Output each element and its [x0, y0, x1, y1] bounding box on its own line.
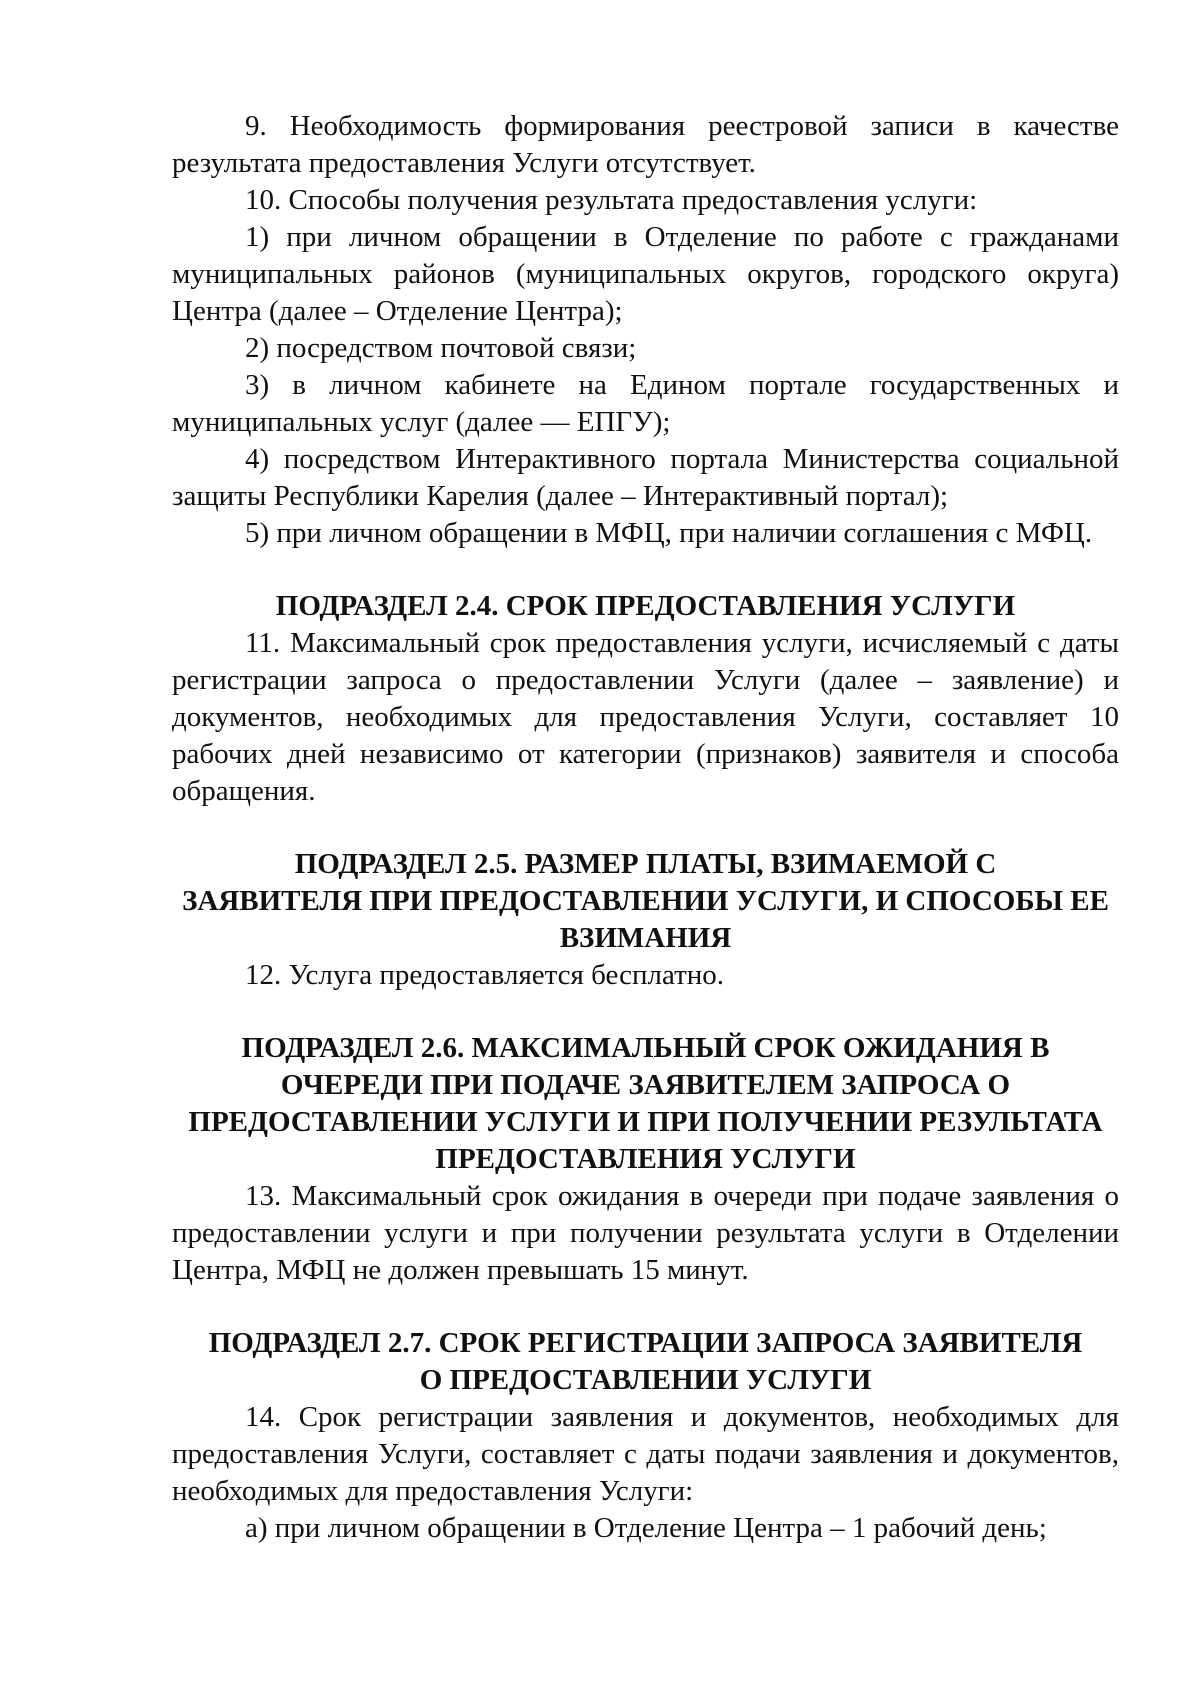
list-item-4: 4) посредством Интерактивного портала Министерства социальной защиты Республики Карелия (далее – Интерактивный портал); [172, 443, 1119, 512]
paragraph-9: 9. Необходимость формирования реестровой записи в качестве результата предоставления Услуги отсутствует. [172, 110, 1119, 179]
heading-line: ПРЕДОСТАВЛЕНИЯ УСЛУГИ [435, 1143, 856, 1175]
heading-line: О ПРЕДОСТАВЛЕНИИ УСЛУГИ [419, 1364, 872, 1396]
heading-line: ОЧЕРЕДИ ПРИ ПОДАЧЕ ЗАЯВИТЕЛЕМ ЗАПРОСА О [280, 1069, 1011, 1101]
section-heading-2-7 [172, 1325, 1119, 1399]
list-item-a: а) при личном обращении в Отделение Центра – 1 рабочий день; [245, 1512, 1047, 1544]
section-heading-2-5 [172, 846, 1119, 957]
paragraph-11: 11. Максимальный срок предоставления услуги, исчисляемый с даты регистрации запроса о предоставлении Услуги (далее – заявление) и документов, необходимых для предоставления Услуги, составляет 10 рабочих дней независимо от категории (признаков) заявителя и способа обращения. [172, 627, 1119, 807]
list-item-3: 3) в личном кабинете на Едином портале государственных и муниципальных услуг (далее — ЕПГУ); [172, 369, 1119, 438]
spacer [172, 552, 1119, 588]
list-item-1: 1) при личном обращении в Отделение по работе с гражданами муниципальных районов (муниципальных округов, городского округа) Центра (далее – Отделение Центра); [172, 221, 1119, 327]
spacer [172, 994, 1119, 1030]
paragraph-12: 12. Услуга предоставляется бесплатно. [245, 959, 725, 991]
paragraph-10: 10. Способы получения результата предоставления услуги: [245, 184, 978, 216]
heading-line: ВЗИМАНИЯ [559, 922, 732, 954]
list-item-5: 5) при личном обращении в МФЦ, при наличии соглашения с МФЦ. [245, 517, 1093, 549]
paragraph-14: 14. Срок регистрации заявления и документов, необходимых для предоставления Услуги, составляет с даты подачи заявления и документов, необходимых для предоставления Услуги: [172, 1401, 1119, 1507]
spacer [172, 1289, 1119, 1325]
heading-line: ПОДРАЗДЕЛ 2.6. МАКСИМАЛЬНЫЙ СРОК ОЖИДАНИЯ В [241, 1032, 1050, 1064]
list-item-2: 2) посредством почтовой связи; [245, 332, 637, 364]
section-heading-2-4 [172, 588, 1119, 625]
heading-line: ПОДРАЗДЕЛ 2.7. СРОК РЕГИСТРАЦИИ ЗАПРОСА ЗАЯВИТЕЛЯ [208, 1327, 1083, 1359]
paragraph-13: 13. Максимальный срок ожидания в очереди при подаче заявления о предоставлении услуги и при получении результата услуги в Отделении Центра, МФЦ не должен превышать 15 минут. [172, 1180, 1119, 1286]
heading-line: ПРЕДОСТАВЛЕНИИ УСЛУГИ И ПРИ ПОЛУЧЕНИИ РЕЗУЛЬТАТА [188, 1106, 1103, 1138]
heading-line: ЗАЯВИТЕЛЯ ПРИ ПРЕДОСТАВЛЕНИИ УСЛУГИ, И СПОСОБЫ ЕЕ [182, 885, 1109, 917]
section-heading-2-6 [172, 1030, 1119, 1178]
heading-line: ПОДРАЗДЕЛ 2.4. СРОК ПРЕДОСТАВЛЕНИЯ УСЛУГИ [275, 590, 1016, 622]
heading-line: ПОДРАЗДЕЛ 2.5. РАЗМЕР ПЛАТЫ, ВЗИМАЕМОЙ С [294, 848, 997, 880]
document-page [172, 108, 1119, 1547]
spacer [172, 810, 1119, 846]
